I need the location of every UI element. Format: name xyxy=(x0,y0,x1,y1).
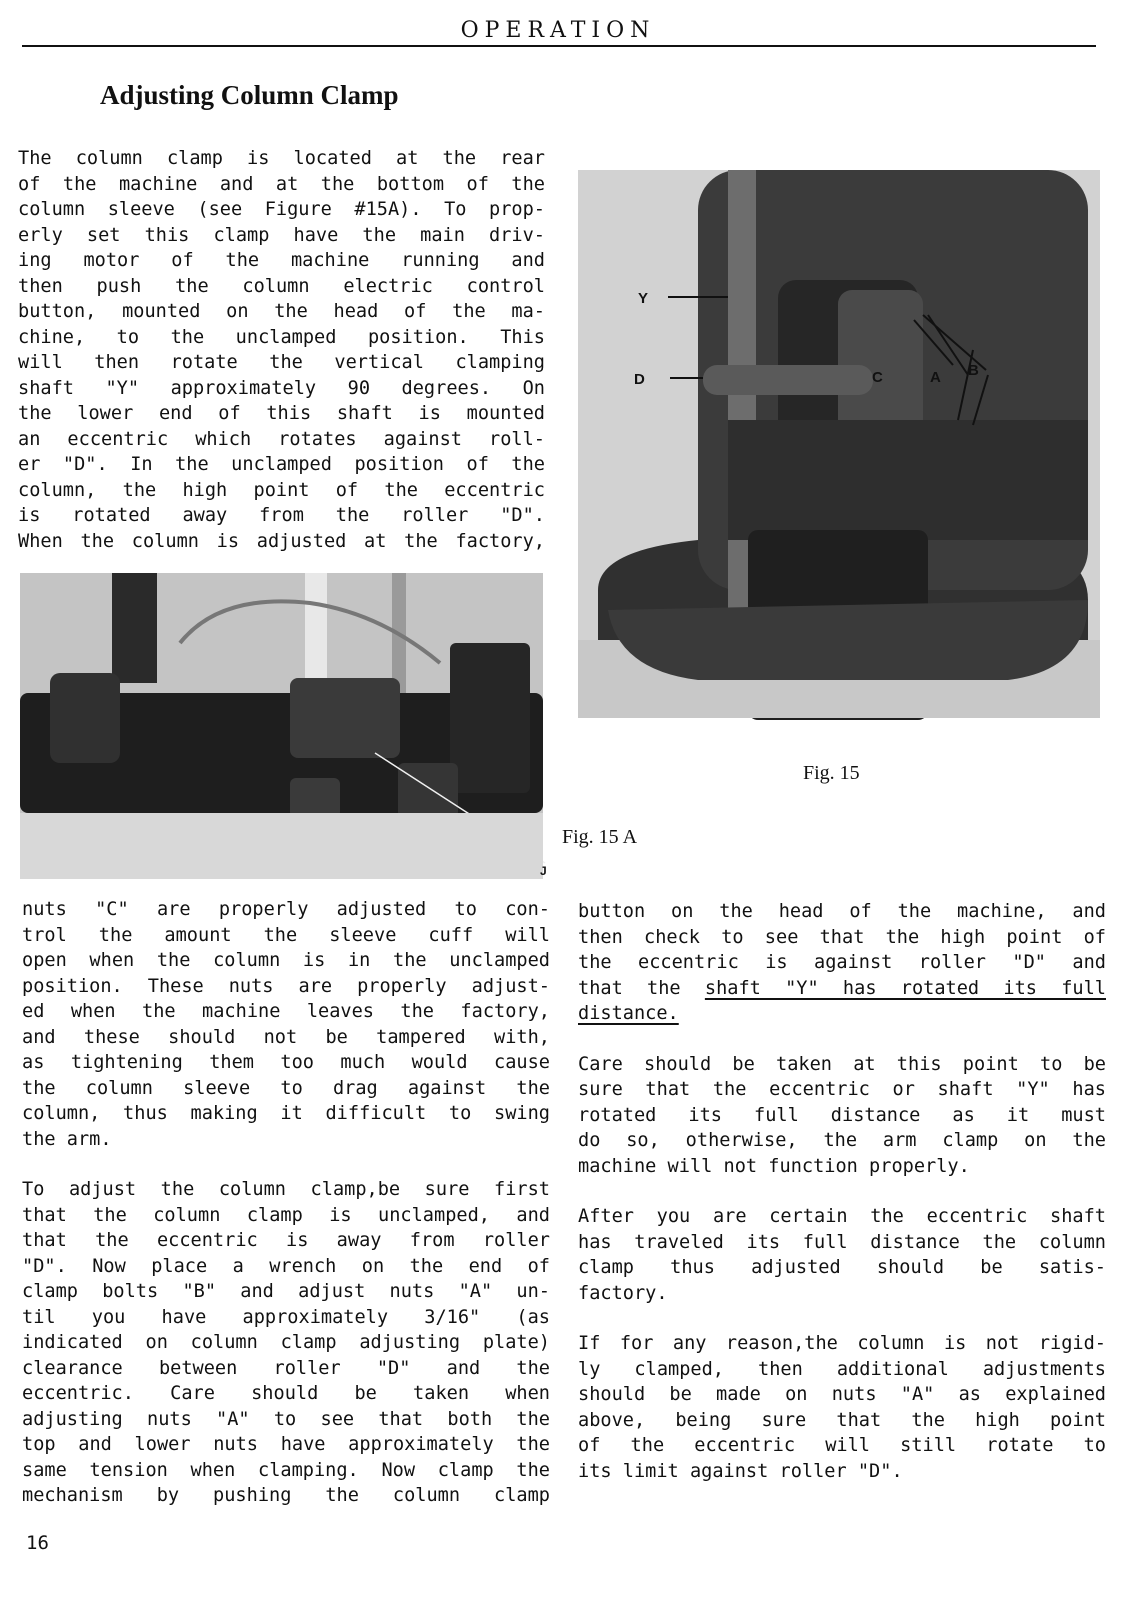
text-line: same tension when clamping. Now clamp the xyxy=(22,1459,550,1481)
page-number: 16 xyxy=(26,1532,49,1554)
text-line: ing motor of the machine running and xyxy=(18,250,545,271)
text-line: nuts "C" are properly adjusted to con- xyxy=(22,899,550,920)
figure-15-label-a: A xyxy=(930,369,941,386)
figure-15-label-y: Y xyxy=(638,290,649,307)
text-line: rotated its full distance as it must xyxy=(578,1104,1106,1126)
text-line: an eccentric which rotates against roll- xyxy=(18,428,545,450)
text-line: After you are certain the eccentric shaft xyxy=(578,1206,1106,1227)
header-rule xyxy=(22,45,1096,47)
text-line: If for any reason,the column is not rigid- xyxy=(578,1333,1106,1354)
text-line: top and lower nuts have approximately the xyxy=(22,1434,550,1455)
text-line: has traveled its full distance the column xyxy=(578,1231,1106,1253)
section-title: Adjusting Column Clamp xyxy=(100,80,399,110)
text-line xyxy=(578,976,1106,1002)
text-line: and these should not be tampered with, xyxy=(22,1026,550,1048)
text-line: ly clamped, then additional adjustments xyxy=(578,1358,1106,1380)
text-line: that the eccentric is away from roller xyxy=(22,1230,550,1251)
text-line: of the eccentric will still rotate to xyxy=(578,1435,1106,1456)
text-line: of the machine and at the bottom of the xyxy=(18,173,545,195)
text-line: the lower end of this shaft is mounted xyxy=(18,403,545,424)
text-line: will then rotate the vertical clamping xyxy=(18,352,545,373)
figure-15-label-b: B xyxy=(968,362,979,379)
text-line: clamp thus adjusted should be satis- xyxy=(578,1257,1106,1278)
figure-15a-photo xyxy=(20,573,547,879)
text-line: is rotated away from the roller "D". xyxy=(18,505,545,526)
text-line: column, thus making it difficult to swing xyxy=(22,1103,550,1124)
column2-bottom-text xyxy=(578,899,1106,1484)
text-line: button on the head of the machine, and xyxy=(578,901,1106,922)
figure-15-caption: Fig. 15 xyxy=(803,762,860,784)
text-line: then push the column electric control xyxy=(18,275,545,297)
text-line: To adjust the column clamp,be sure first xyxy=(22,1179,550,1200)
text-line: column, the high point of the eccentric xyxy=(18,479,545,501)
text-line: machine will not function properly. xyxy=(578,1155,970,1177)
text-line: adjusting nuts "A" to see that both the xyxy=(22,1408,550,1430)
text-line xyxy=(578,1001,1106,1027)
text-line: The column clamp is located at the rear xyxy=(18,148,545,169)
column1-top-text xyxy=(18,146,545,554)
text-line: the arm. xyxy=(22,1128,112,1150)
text-line: the column sleeve to drag against the xyxy=(22,1077,550,1099)
text-line: the eccentric is against roller "D" and xyxy=(578,952,1106,973)
text-line: Care should be taken at this point to be xyxy=(578,1053,1106,1075)
text-line: til you have approximately 3/16" (as xyxy=(22,1306,550,1328)
text-line: its limit against roller "D". xyxy=(578,1460,903,1482)
text-line: mechanism by pushing the column clamp xyxy=(22,1485,550,1506)
page-header: OPERATION xyxy=(460,18,656,43)
text-line: as tightening them too much would cause xyxy=(22,1052,550,1073)
text-line: chine, to the unclamped position. This xyxy=(18,326,545,348)
figure-15-photo xyxy=(578,170,1100,718)
figure-15a-caption: Fig. 15 A xyxy=(562,826,638,848)
text-line: shaft "Y" approximately 90 degrees. On xyxy=(18,377,545,399)
text-line: erly set this clamp have the main driv- xyxy=(18,224,545,246)
text-line: do so, otherwise, the arm clamp on the xyxy=(578,1130,1106,1151)
text-line: When the column is adjusted at the factory, xyxy=(18,530,545,552)
text-line: clearance between roller "D" and the xyxy=(22,1357,550,1379)
text-line: factory. xyxy=(578,1282,668,1304)
text-line: open when the column is in the unclamped xyxy=(22,950,550,971)
text-line: position. These nuts are properly adjust- xyxy=(22,975,550,997)
text-line: above, being sure that the high point xyxy=(578,1409,1106,1431)
text-span: that the xyxy=(578,977,705,999)
text-line: ed when the machine leaves the factory, xyxy=(22,1001,550,1022)
text-line: column sleeve (see Figure #15A). To prop- xyxy=(18,199,545,220)
figure-15-label-c: C xyxy=(872,369,883,386)
figure-15-label-d: D xyxy=(634,371,645,388)
text-line: eccentric. Care should be taken when xyxy=(22,1383,550,1404)
text-line: trol the amount the sleeve cuff will xyxy=(22,924,550,946)
text-line: indicated on column clamp adjusting plate) xyxy=(22,1332,550,1353)
text-line: er "D". In the unclamped position of the xyxy=(18,454,545,475)
text-line: should be made on nuts "A" as explained xyxy=(578,1384,1106,1405)
text-line: "D". Now place a wrench on the end of xyxy=(22,1255,550,1277)
text-line: sure that the eccentric or shaft "Y" has xyxy=(578,1079,1106,1100)
text-line: button, mounted on the head of the ma- xyxy=(18,301,545,322)
underlined-phrase: distance. xyxy=(578,1003,679,1024)
text-line: that the column clamp is unclamped, and xyxy=(22,1204,550,1226)
underlined-phrase: shaft "Y" has rotated its full xyxy=(704,977,1106,999)
column1-bottom-text xyxy=(22,897,550,1509)
text-line: clamp bolts "B" and adjust nuts "A" un- xyxy=(22,1281,550,1302)
figure-15a-label-j: J xyxy=(540,864,547,878)
text-line: then check to see that the high point of xyxy=(578,926,1106,948)
